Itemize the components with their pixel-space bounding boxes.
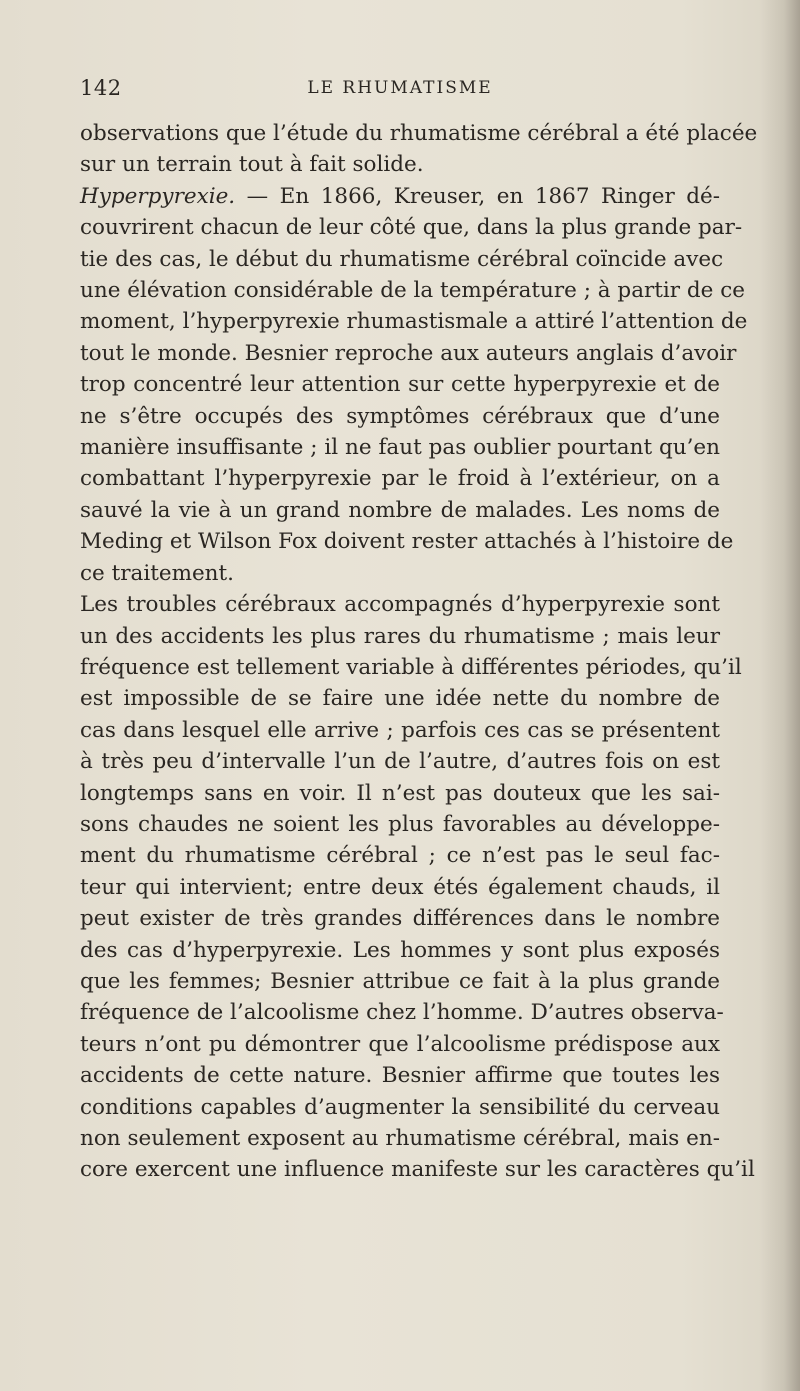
text-line: cas dans lesquel elle arrive ; parfois ces cas se présentent [80, 717, 720, 743]
paragraph-2 [80, 181, 748, 589]
text-line: longtemps sans en voir. Il n’est pas douteux que les sai- [80, 780, 720, 806]
text-line: ce traitement. [80, 560, 235, 586]
text-line: teurs n’ont pu démontrer que l’alcoolisme prédispose aux [80, 1031, 720, 1057]
text-line: accidents de cette nature. Besnier affirme que toutes les [80, 1063, 720, 1089]
text-line: manière insuffisante ; il ne faut pas oublier pourtant qu’en [80, 435, 720, 461]
text-line: couvrirent chacun de leur côté que, dans la plus grande par- [80, 215, 743, 241]
body-text [80, 118, 758, 1186]
text-line: ne s’être occupés des symptômes cérébraux que d’une [80, 403, 720, 429]
text-line: fréquence de l’alcoolisme chez l’homme. D’autres observa- [80, 1000, 724, 1026]
page-number: 142 [80, 76, 122, 100]
text-line [80, 181, 720, 212]
text-line: sauvé la vie à un grand nombre de malades. Les noms de [80, 497, 720, 523]
text-line: est impossible de se faire une idée nette du nombre de [80, 686, 720, 712]
text-line: combattant l’hyperpyrexie par le froid à l’extérieur, on a [80, 466, 720, 492]
text-line: tout le monde. Besnier reproche aux auteurs anglais d’avoir [80, 340, 737, 366]
text-line: trop concentré leur attention sur cette hyperpyrexie et de [80, 372, 720, 398]
running-title: LE RHUMATISME [307, 78, 493, 98]
section-heading-hyperpyrexie: Hyperpyrexie. [80, 183, 236, 209]
text-line: fréquence est tellement variable à différentes périodes, qu’il [80, 654, 742, 680]
text-line: ment du rhumatisme cérébral ; ce n’est pas le seul fac- [80, 843, 720, 869]
text-line: teur qui intervient; entre deux étés également chauds, il [80, 874, 720, 900]
text-line: core exercent une influence manifeste sur les caractères qu’il [80, 1157, 755, 1183]
text-line: sur un terrain tout à fait solide. [80, 152, 424, 178]
text-line: des cas d’hyperpyrexie. Les hommes y sont plus exposés [80, 937, 720, 963]
text-line: conditions capables d’augmenter la sensibilité du cerveau [80, 1094, 720, 1120]
paragraph-3 [80, 589, 755, 1186]
text-line: moment, l’hyperpyrexie rhumastismale a attiré l’attention de [80, 309, 748, 335]
text-line: sons chaudes ne soient les plus favorables au développe- [80, 811, 720, 837]
page-edge-shadow [760, 0, 800, 1391]
text-line: Meding et Wilson Fox doivent rester attachés à l’histoire de [80, 529, 734, 555]
text-line: Les troubles cérébraux accompagnés d’hyperpyrexie sont [80, 592, 720, 618]
text-line: un des accidents les plus rares du rhumatisme ; mais leur [80, 623, 720, 649]
text-line: non seulement exposent au rhumatisme cérébral, mais en- [80, 1126, 720, 1151]
text-line: observations que l’étude du rhumatisme cérébral a été placée [80, 121, 758, 146]
text-run: — En 1866, Kreuser, en 1867 Ringer dé- [235, 183, 720, 209]
running-head [80, 76, 720, 106]
text-line: tie des cas, le début du rhumatisme cérébral coïncide avec [80, 246, 724, 272]
paragraph-1 [80, 118, 758, 181]
text-line: à très peu d’intervalle l’un de l’autre, d’autres fois on est [80, 749, 720, 775]
text-line: une élévation considérable de la température ; à partir de ce [80, 278, 746, 304]
text-line: peut exister de très grandes différences dans le nombre [80, 906, 720, 932]
text-line: que les femmes; Besnier attribue ce fait à la plus grande [80, 968, 720, 994]
